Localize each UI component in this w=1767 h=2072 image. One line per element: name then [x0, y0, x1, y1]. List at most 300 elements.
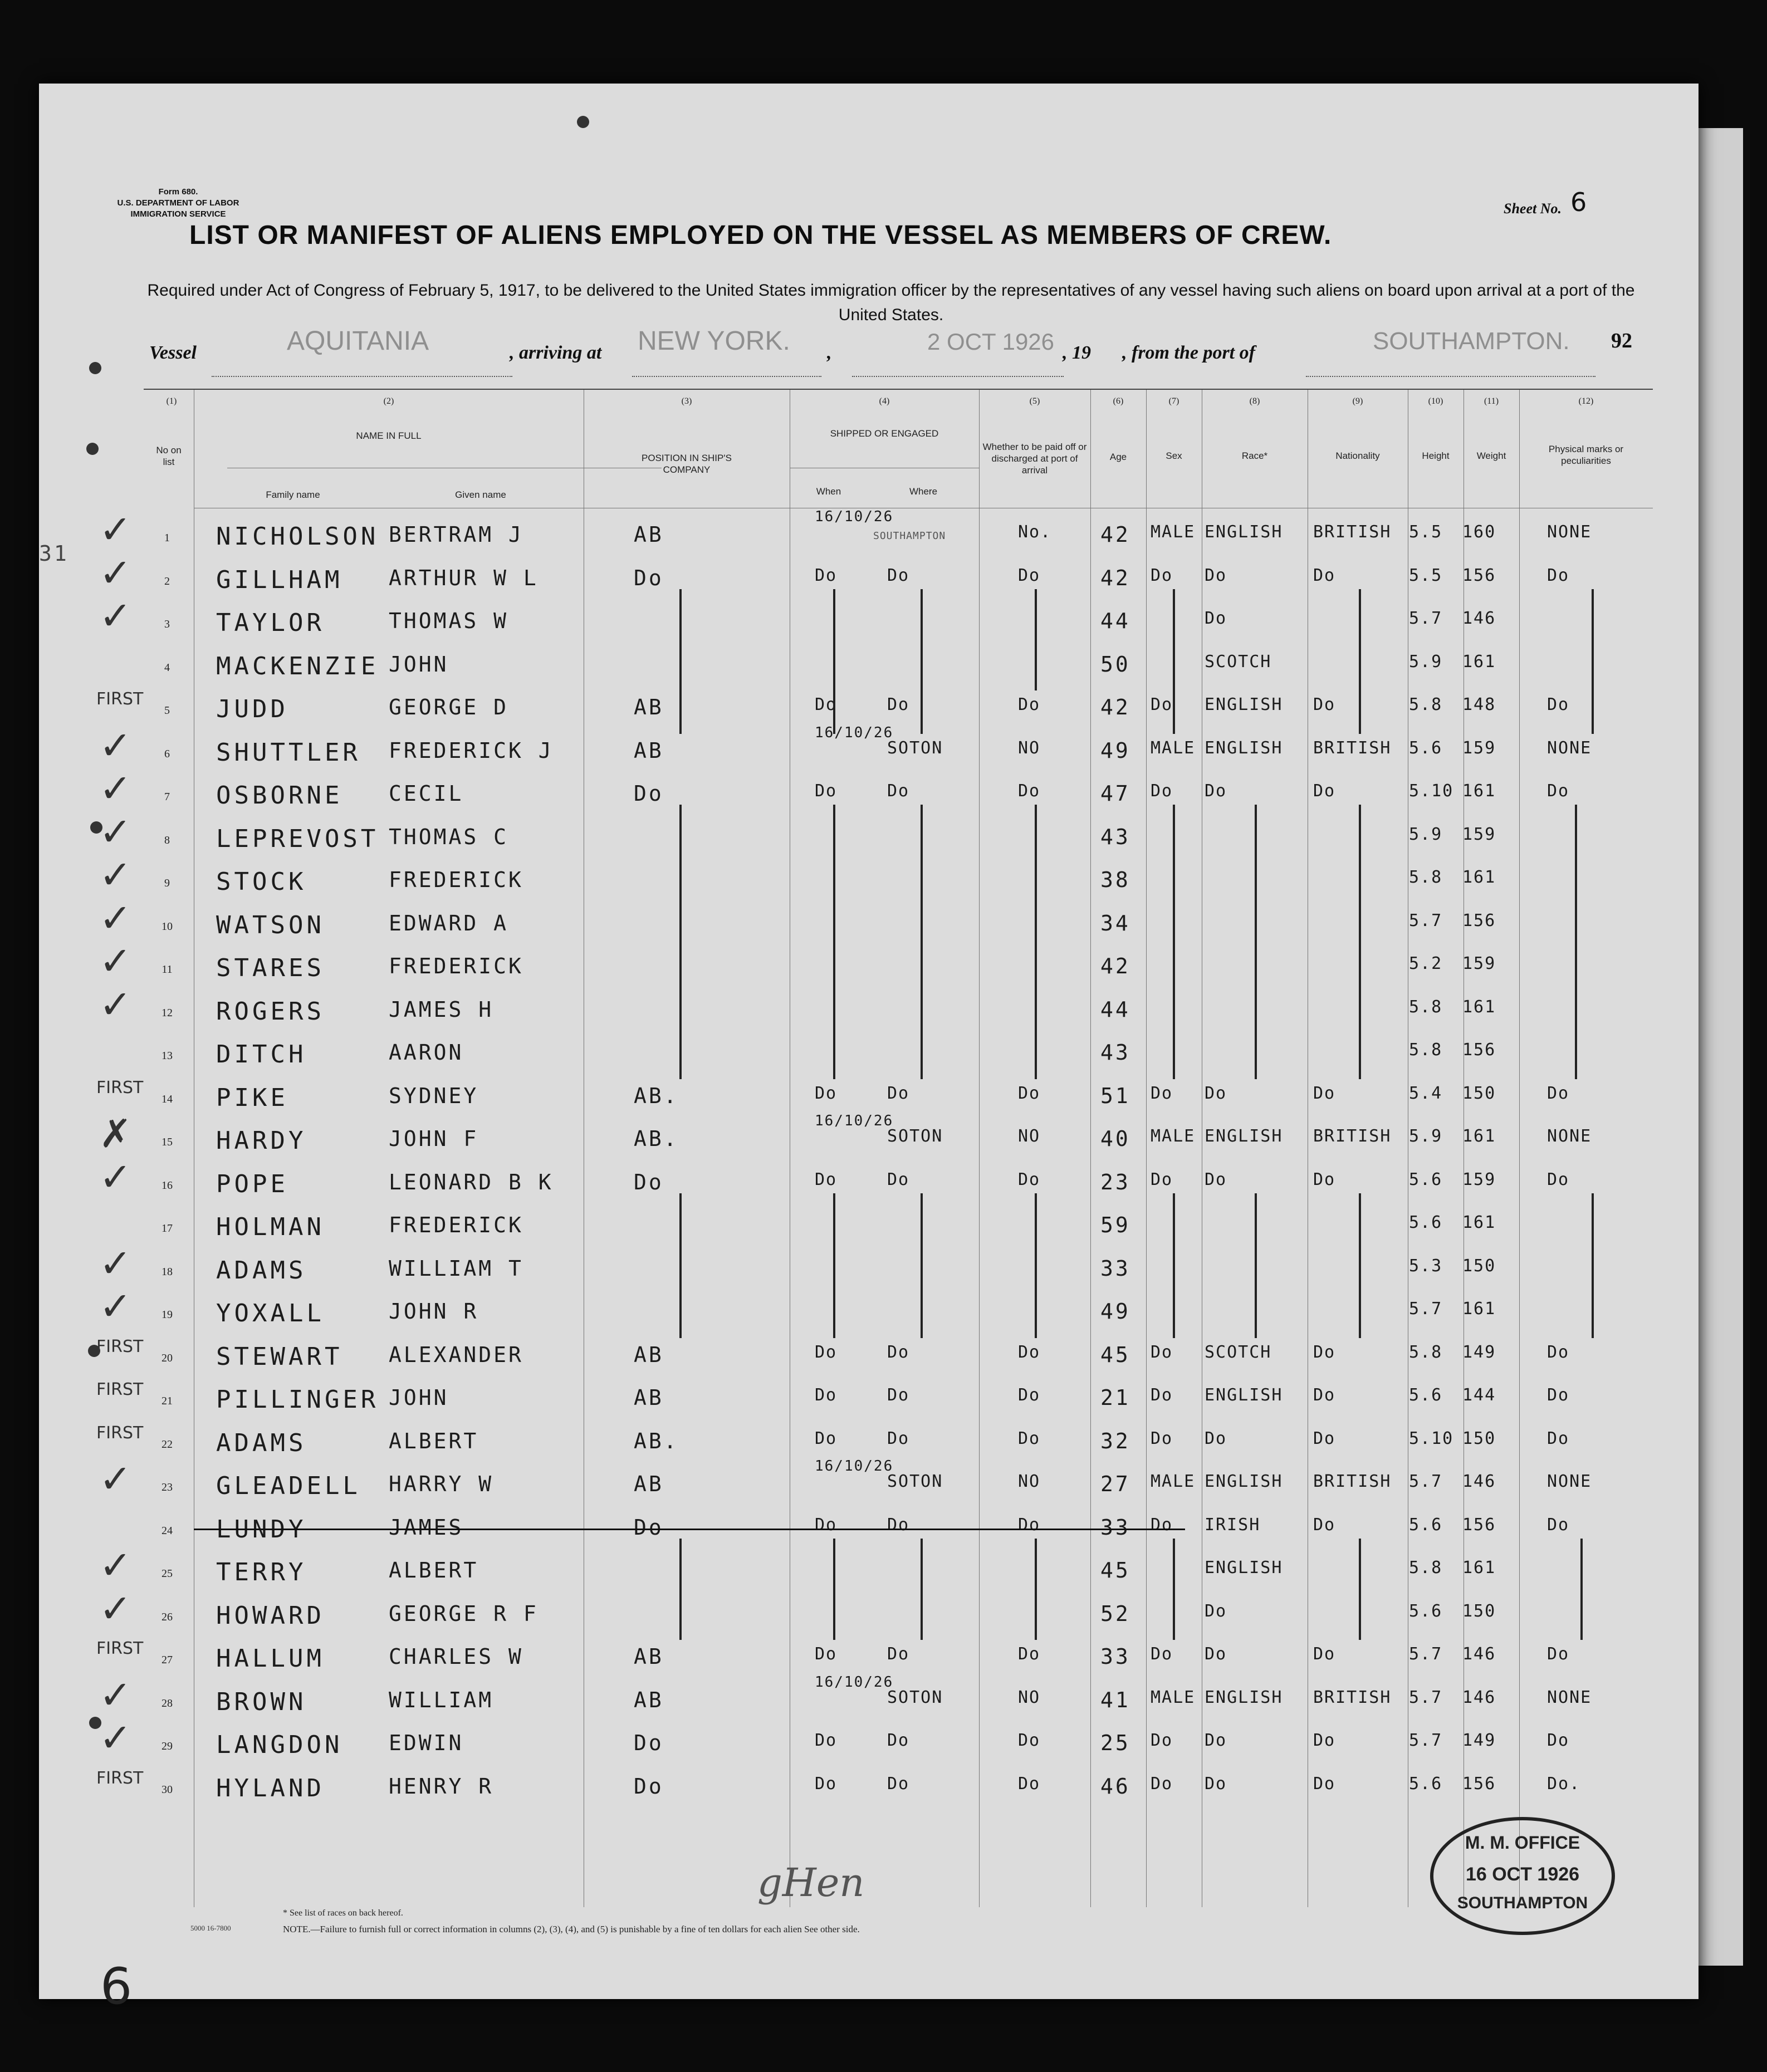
requirement-text: Required under Act of Congress of February 5, 1917, to be delivered to the United States immigration officer by the representatives of any vessel having such aliens on board upon arrival at a port of the United States. — [147, 281, 1635, 324]
voyage-number: 92 — [1611, 329, 1632, 352]
ditto-stroke — [1173, 1193, 1175, 1338]
page-title: LIST OR MANIFEST OF ALIENS EMPLOYED ON THE VESSEL AS MEMBERS OF CREW. — [189, 221, 1332, 250]
check-mark-icon: ✓ — [99, 722, 132, 768]
cell-pos: AB — [634, 1687, 664, 1712]
cell-paid: No. — [1018, 522, 1052, 542]
cell-sex: Do — [1151, 1515, 1173, 1535]
cell-nat: Do — [1313, 565, 1336, 585]
cell-wt: 149 — [1462, 1342, 1496, 1362]
service-name: IMMIGRATION SERVICE — [130, 209, 226, 219]
cell-age: 49 — [1100, 738, 1130, 763]
cell-marks: NONE — [1547, 1472, 1592, 1491]
ditto-stroke — [679, 1193, 682, 1338]
cell-wt: 161 — [1462, 781, 1496, 801]
cell-race: Do — [1205, 1774, 1227, 1794]
cell-family: OSBORNE — [216, 781, 343, 810]
sheet-number-value: 6 — [1570, 187, 1587, 217]
cell-pos: AB. — [634, 1428, 679, 1453]
cell-given: THOMAS C — [389, 824, 509, 849]
cell-given: JOHN — [389, 652, 449, 677]
cell-paid: NO — [1018, 1472, 1041, 1491]
cell-ht: 5.9 — [1409, 1126, 1443, 1146]
row-number: 22 — [161, 1438, 173, 1451]
row-number: 14 — [161, 1093, 173, 1105]
cell-marks: Do — [1547, 1644, 1570, 1664]
cell-nat: Do — [1313, 1169, 1336, 1189]
cell-pos: AB — [634, 1644, 664, 1669]
cell-age: 25 — [1100, 1731, 1130, 1755]
sheet-label: Sheet No. — [1504, 200, 1562, 217]
cell-paid: Do — [1018, 695, 1041, 714]
cell-when: Do — [815, 781, 838, 801]
cell-given: HENRY R — [389, 1774, 494, 1799]
cell-where: Do — [887, 1428, 910, 1448]
races-footnote: * See list of races on back hereof. — [283, 1908, 403, 1918]
cell-race: ENGLISH — [1205, 522, 1283, 542]
row-number: 2 — [164, 575, 170, 587]
department-name: U.S. DEPARTMENT OF LABOR — [117, 198, 239, 208]
cell-age: 38 — [1100, 868, 1130, 892]
cell-ht: 5.6 — [1409, 1169, 1443, 1189]
cell-pos: AB — [634, 738, 664, 763]
first-annotation: FIRST — [96, 1639, 144, 1658]
cell-when: Do — [815, 1428, 838, 1448]
cell-nat: Do — [1313, 1428, 1336, 1448]
cell-given: CECIL — [389, 781, 464, 806]
ditto-stroke — [1035, 805, 1037, 1079]
cell-ht: 5.8 — [1409, 695, 1443, 714]
cell-age: 42 — [1100, 695, 1130, 719]
row-number: 29 — [161, 1740, 173, 1752]
vessel-name: AQUITANIA — [287, 326, 429, 356]
cell-wt: 150 — [1462, 1256, 1496, 1276]
cell-pos: Do — [634, 565, 664, 590]
table-row — [99, 766, 1653, 814]
corner-number: 6 — [100, 1957, 133, 2016]
cell-wt: 146 — [1462, 609, 1496, 628]
cell-paid: Do — [1018, 1342, 1041, 1362]
cell-ht: 5.8 — [1409, 868, 1443, 887]
ditto-stroke — [921, 1193, 923, 1338]
column-number: (1) — [166, 396, 177, 406]
check-mark-icon: ✓ — [99, 1715, 132, 1761]
cell-ht: 5.8 — [1409, 1558, 1443, 1578]
row-number: 19 — [161, 1309, 173, 1321]
header-family-name: Family name — [266, 489, 320, 500]
cell-age: 45 — [1100, 1558, 1130, 1583]
cell-age: 42 — [1100, 954, 1130, 978]
cell-age: 50 — [1100, 652, 1130, 677]
row-number: 17 — [161, 1222, 173, 1235]
table-row — [99, 809, 1653, 858]
table-row — [96, 1074, 1653, 1116]
row-number: 5 — [164, 704, 170, 717]
table-row — [96, 1419, 1653, 1462]
header-no-on-list: No on list — [156, 445, 182, 467]
cell-when: 16/10/26 — [815, 1673, 894, 1691]
cell-wt: 156 — [1462, 1040, 1496, 1060]
cell-family: YOXALL — [216, 1299, 325, 1328]
cell-age: 59 — [1100, 1213, 1130, 1237]
cell-marks: Do — [1547, 1515, 1570, 1535]
ditto-stroke — [921, 1539, 923, 1640]
cell-pos: AB. — [634, 1126, 679, 1151]
cell-given: GEORGE R F — [389, 1601, 539, 1626]
cell-when: Do — [815, 1774, 838, 1794]
cell-wt: 161 — [1462, 1126, 1496, 1146]
cell-given: ARTHUR W L — [389, 565, 539, 590]
row-number: 9 — [164, 877, 170, 889]
table-row — [99, 593, 1653, 641]
cell-family: GLEADELL — [216, 1472, 361, 1500]
cell-family: HARDY — [216, 1126, 307, 1155]
column-number: (11) — [1484, 396, 1499, 406]
cell-race: Do — [1205, 1428, 1227, 1448]
cell-given: CHARLES W — [389, 1644, 523, 1669]
cell-ht: 5.7 — [1409, 609, 1443, 628]
from-port-label: , from the port of — [1122, 342, 1255, 363]
cell-family: STEWART — [216, 1342, 343, 1371]
cell-paid: Do — [1018, 1515, 1041, 1535]
cell-age: 23 — [1100, 1169, 1130, 1194]
row-number: 27 — [161, 1654, 173, 1666]
print-reference: 5000 16-7800 — [190, 1924, 231, 1932]
table-row — [96, 1375, 1653, 1418]
from-port: SOUTHAMPTON. — [1373, 327, 1570, 355]
cell-when: Do — [815, 1342, 838, 1362]
row-number: 20 — [161, 1351, 173, 1364]
ditto-stroke — [1173, 589, 1175, 734]
cell-family: PIKE — [216, 1083, 288, 1112]
cell-ht: 5.7 — [1409, 1731, 1443, 1750]
cell-age: 33 — [1100, 1644, 1130, 1669]
cell-given: FREDERICK — [389, 954, 523, 978]
form-identifier — [111, 187, 245, 220]
cell-family: HALLUM — [216, 1644, 325, 1673]
cell-family: DITCH — [216, 1040, 307, 1069]
header-height: Height — [1422, 450, 1450, 461]
header-sex: Sex — [1166, 450, 1182, 461]
cell-nat: Do — [1313, 1644, 1336, 1664]
crew-table — [96, 389, 1653, 1907]
cell-family: ROGERS — [216, 997, 325, 1026]
cell-wt: 161 — [1462, 652, 1496, 672]
row-number: 3 — [164, 618, 170, 630]
ditto-stroke — [1035, 1539, 1037, 1640]
cell-ht: 5.10 — [1409, 781, 1454, 801]
cell-when: Do — [815, 565, 838, 585]
row-number: 1 — [164, 532, 170, 544]
cell-wt: 146 — [1462, 1472, 1496, 1491]
cell-race: Do — [1205, 609, 1227, 628]
cell-race: SCOTCH — [1205, 1342, 1272, 1362]
check-mark-icon: ✓ — [99, 1240, 132, 1286]
cell-given: THOMAS W — [389, 609, 509, 633]
row-number: 26 — [161, 1610, 173, 1623]
seal-port: SOUTHAMPTON — [1457, 1894, 1588, 1912]
row-number: 25 — [161, 1568, 173, 1580]
cell-race: ENGLISH — [1205, 695, 1283, 714]
ditto-stroke — [1359, 1539, 1361, 1640]
cell-when: Do — [815, 1385, 838, 1405]
ditto-stroke — [833, 589, 835, 734]
cell-ht: 5.8 — [1409, 1342, 1443, 1362]
column-number: (3) — [681, 396, 692, 406]
row-number: 30 — [161, 1783, 173, 1796]
ditto-stroke — [1173, 1539, 1175, 1640]
check-mark-icon: ✓ — [99, 1542, 132, 1588]
shipped-where-stamp: SOUTHAMPTON — [873, 530, 946, 542]
cell-family: HYLAND — [216, 1774, 325, 1802]
cell-marks: NONE — [1547, 1687, 1592, 1707]
cell-wt: 146 — [1462, 1644, 1496, 1664]
cell-when: Do — [815, 1515, 838, 1535]
check-mark-icon: ✓ — [99, 981, 132, 1027]
cell-sex: Do — [1151, 1774, 1173, 1794]
first-annotation: FIRST — [96, 1423, 144, 1443]
header-where: Where — [909, 486, 938, 497]
cell-family: LUNDY — [216, 1515, 307, 1544]
cell-family: MACKENZIE — [216, 652, 379, 680]
cell-age: 45 — [1100, 1342, 1130, 1367]
cell-nat: BRITISH — [1313, 738, 1392, 758]
cell-age: 52 — [1100, 1601, 1130, 1626]
cell-race: ENGLISH — [1205, 1558, 1283, 1578]
cell-wt: 156 — [1462, 910, 1496, 930]
cell-marks: NONE — [1547, 738, 1592, 758]
cell-given: ALBERT — [389, 1558, 479, 1583]
cell-where: Do — [887, 1169, 910, 1189]
cell-ht: 5.8 — [1409, 1040, 1443, 1060]
margin-number: 31 — [39, 541, 69, 566]
cell-age: 41 — [1100, 1687, 1130, 1712]
table-row — [99, 938, 1653, 987]
check-mark-icon: ✓ — [99, 1456, 132, 1502]
cell-wt: 150 — [1462, 1428, 1496, 1448]
cell-sex: Do — [1151, 1169, 1173, 1189]
table-row — [96, 1764, 1653, 1807]
ditto-stroke — [833, 1539, 835, 1640]
cell-marks: Do — [1547, 1169, 1570, 1189]
cell-age: 40 — [1100, 1126, 1130, 1151]
arriving-blank — [632, 376, 821, 377]
table-row — [96, 1333, 1653, 1375]
cell-age: 47 — [1100, 781, 1130, 806]
ditto-stroke — [1035, 1193, 1037, 1338]
cell-sex: Do — [1151, 565, 1173, 585]
cell-age: 44 — [1100, 609, 1130, 633]
cross-mark-icon: ✗ — [99, 1111, 132, 1157]
cell-race: ENGLISH — [1205, 738, 1283, 758]
cell-family: LEPREVOST — [216, 824, 379, 853]
ditto-stroke — [833, 805, 835, 1079]
cell-ht: 5.6 — [1409, 1213, 1443, 1232]
cell-family: JUDD — [216, 695, 288, 723]
first-annotation: FIRST — [96, 1077, 144, 1098]
cell-family: POPE — [216, 1169, 288, 1198]
cell-family: LANGDON — [216, 1731, 343, 1759]
cell-ht: 5.7 — [1409, 1472, 1443, 1491]
cell-wt: 161 — [1462, 1558, 1496, 1578]
cell-family: NICHOLSON — [216, 522, 379, 551]
check-mark-icon: ✓ — [99, 593, 132, 639]
ditto-stroke — [1580, 1539, 1583, 1640]
seal-date: 16 OCT 1926 — [1465, 1864, 1580, 1885]
year-label: , 19 — [1063, 342, 1091, 363]
column-number: (9) — [1352, 396, 1363, 406]
cell-paid: Do — [1018, 781, 1041, 801]
cell-where: SOTON — [887, 738, 943, 758]
cell-pos: AB — [634, 522, 664, 547]
cell-marks: Do — [1547, 1342, 1570, 1362]
cell-wt: 148 — [1462, 695, 1496, 714]
cell-given: JOHN F — [389, 1126, 479, 1151]
cell-ht: 5.6 — [1409, 1774, 1443, 1794]
arrival-date-stamp: 2 OCT 1926 — [927, 329, 1055, 355]
header-physical-marks: Physical marks or peculiarities — [1548, 444, 1624, 466]
form-number: Form 680. — [158, 187, 198, 197]
cell-marks: NONE — [1547, 522, 1592, 542]
cell-family: TAYLOR — [216, 609, 325, 637]
cell-ht: 5.7 — [1409, 1687, 1443, 1707]
from-port-blank — [1306, 376, 1595, 377]
cell-sex: Do — [1151, 1342, 1173, 1362]
ditto-stroke — [1255, 805, 1257, 1079]
cell-given: JOHN R — [389, 1299, 479, 1324]
table-row — [99, 1240, 1653, 1289]
cell-nat: Do — [1313, 1083, 1336, 1103]
cell-wt: 150 — [1462, 1083, 1496, 1103]
cell-age: 33 — [1100, 1256, 1130, 1281]
table-row — [96, 685, 1653, 728]
header-age: Age — [1109, 452, 1127, 462]
table-row — [99, 1585, 1653, 1634]
row-number: 8 — [164, 834, 170, 846]
table-row — [99, 1154, 1653, 1203]
cell-marks: Do — [1547, 781, 1570, 801]
first-annotation: FIRST — [96, 1336, 144, 1356]
cell-paid: Do — [1018, 1169, 1041, 1189]
cell-marks: Do — [1547, 1083, 1570, 1103]
cell-paid: Do — [1018, 1731, 1041, 1750]
header-weight: Weight — [1476, 450, 1506, 461]
cell-ht: 5.3 — [1409, 1256, 1443, 1276]
header-given-name: Given name — [455, 489, 506, 500]
cell-given: EDWARD A — [389, 910, 509, 935]
cell-ht: 5.5 — [1409, 565, 1443, 585]
ditto-stroke — [679, 1539, 682, 1640]
cell-family: STOCK — [216, 868, 307, 896]
date-blank — [852, 376, 1064, 377]
cell-pos: AB — [634, 1342, 664, 1367]
cell-when: 16/10/26 — [815, 724, 894, 741]
cell-paid: Do — [1018, 1644, 1041, 1664]
cell-when: 16/10/26 — [815, 1458, 894, 1475]
table-row — [99, 1456, 1653, 1505]
table-row — [144, 1505, 1653, 1548]
check-mark-icon: ✓ — [99, 766, 132, 811]
cell-nat: BRITISH — [1313, 1472, 1392, 1491]
cell-sex: Do — [1151, 1428, 1173, 1448]
row-number: 4 — [164, 661, 170, 674]
cell-pos: Do — [634, 1515, 664, 1540]
cell-nat: Do — [1313, 1731, 1336, 1750]
table-row — [99, 981, 1653, 1030]
cell-wt: 146 — [1462, 1687, 1496, 1707]
check-mark-icon: ✓ — [99, 895, 132, 941]
cell-where: Do — [887, 1342, 910, 1362]
cell-race: ENGLISH — [1205, 1385, 1283, 1405]
header-paid-off: Whether to be paid off or discharged at port of arrival — [982, 442, 1087, 476]
cell-age: 32 — [1100, 1428, 1130, 1453]
cell-race: ENGLISH — [1205, 1126, 1283, 1146]
cell-when: Do — [815, 1169, 838, 1189]
seal-office: M. M. OFFICE — [1465, 1833, 1580, 1853]
cell-family: TERRY — [216, 1558, 307, 1586]
cell-ht: 5.5 — [1409, 522, 1443, 542]
cell-sex: Do — [1151, 781, 1173, 801]
table-row — [144, 1203, 1653, 1246]
cell-sex: Do — [1151, 1083, 1173, 1103]
column-number: (7) — [1168, 396, 1179, 406]
header-position: POSITION IN SHIP'S COMPANY — [642, 453, 732, 475]
signature: gHen — [757, 1860, 865, 1906]
ditto-stroke — [833, 1193, 835, 1338]
cell-race: Do — [1205, 1601, 1227, 1621]
cell-where: Do — [887, 695, 910, 714]
cell-ht: 5.2 — [1409, 954, 1443, 973]
cell-wt: 156 — [1462, 1515, 1496, 1535]
row-number: 10 — [161, 920, 173, 933]
cell-wt: 159 — [1462, 824, 1496, 844]
cell-where: Do — [887, 1385, 910, 1405]
strike-through-line — [194, 1529, 1185, 1530]
check-mark-icon: ✓ — [99, 1585, 132, 1632]
column-number: (12) — [1578, 396, 1594, 406]
column-number: (6) — [1113, 396, 1124, 406]
cell-paid: NO — [1018, 1687, 1041, 1707]
ditto-stroke — [1173, 805, 1175, 1079]
cell-marks: Do. — [1547, 1774, 1581, 1794]
cell-sex: MALE — [1151, 1126, 1196, 1146]
ditto-stroke — [679, 589, 682, 734]
cell-marks: Do — [1547, 695, 1570, 714]
table-row — [99, 895, 1653, 944]
row-number: 28 — [161, 1697, 173, 1709]
ditto-stroke — [1255, 1193, 1257, 1338]
check-mark-icon: ✓ — [99, 852, 132, 898]
cell-where: SOTON — [887, 1126, 943, 1146]
cell-wt: 159 — [1462, 954, 1496, 973]
column-number: (8) — [1249, 396, 1260, 406]
cell-family: STARES — [216, 954, 325, 982]
cell-marks: Do — [1547, 565, 1570, 585]
cell-ht: 5.7 — [1409, 1299, 1443, 1319]
cell-race: ENGLISH — [1205, 1687, 1283, 1707]
cell-paid: Do — [1018, 1428, 1041, 1448]
ditto-stroke — [921, 805, 923, 1079]
table-row — [96, 1634, 1653, 1677]
cell-sex: Do — [1151, 695, 1173, 714]
cell-age: 42 — [1100, 565, 1130, 590]
ditto-stroke — [921, 589, 923, 734]
cell-wt: 156 — [1462, 1774, 1496, 1794]
table-row — [99, 1284, 1653, 1332]
punch-hole — [86, 443, 99, 455]
cell-pos: Do — [634, 1169, 664, 1194]
cell-race: Do — [1205, 565, 1227, 585]
cell-sex: MALE — [1151, 738, 1196, 758]
